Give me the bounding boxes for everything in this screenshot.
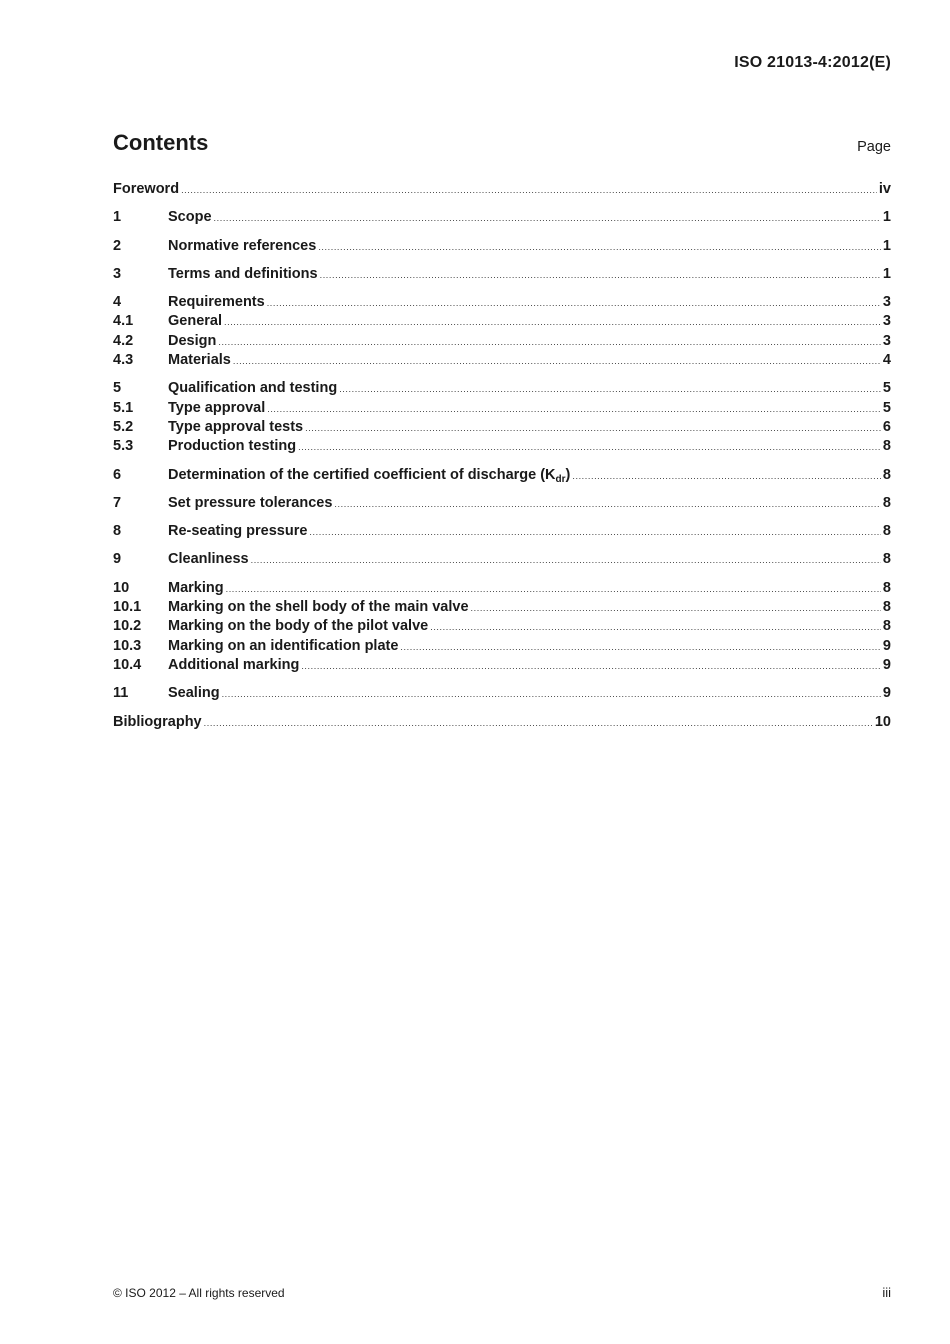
- toc-entry-page: 3: [882, 294, 891, 311]
- toc-entry-title: Marking on an identification plate: [168, 637, 399, 654]
- toc-entry-number: 5: [113, 380, 122, 397]
- toc-entry-page: 8: [882, 579, 891, 596]
- toc-entry[interactable]: [113, 208, 891, 227]
- toc-entry-title: Marking: [168, 579, 224, 596]
- toc-entry-number: 10.4: [113, 656, 142, 673]
- dot-leader: [218, 333, 881, 352]
- toc-entry-number: 11: [113, 685, 129, 702]
- toc-entry[interactable]: [113, 332, 891, 351]
- toc-entry-page: 3: [882, 313, 891, 330]
- toc-entry-title: Design: [168, 332, 217, 349]
- toc-entry-title: Re-seating pressure: [168, 523, 308, 540]
- toc-entry-number: 9: [113, 551, 122, 568]
- toc-entry-title: General: [168, 313, 222, 330]
- toc-entry-page: 9: [882, 685, 891, 702]
- toc-entry-page: 3: [882, 332, 891, 349]
- dot-leader: [430, 618, 881, 637]
- toc-entry-title: Foreword: [113, 181, 180, 197]
- toc-entry-number: 4.1: [113, 313, 134, 330]
- toc-entry-title: Marking on the body of the pilot valve: [168, 618, 429, 635]
- toc-entry-page: 1: [882, 265, 891, 282]
- dot-leader: [320, 266, 881, 285]
- dot-leader: [251, 551, 881, 570]
- toc-entry[interactable]: [113, 265, 891, 284]
- toc-entry[interactable]: [113, 494, 891, 513]
- toc-entry-title-subscript: dr: [555, 473, 566, 485]
- dot-leader: [318, 238, 881, 257]
- toc-entry-page: 8: [882, 466, 891, 483]
- toc-entry-page: 5: [882, 380, 891, 397]
- toc-entry-title: Terms and definitions: [168, 265, 318, 282]
- toc-entry-number: 5.3: [113, 438, 134, 455]
- dot-leader: [214, 209, 881, 228]
- toc-entry[interactable]: [113, 379, 891, 398]
- toc-group: [113, 379, 891, 456]
- toc-entry-page: 4: [882, 352, 891, 369]
- toc-entry-number: 2: [113, 237, 122, 254]
- toc-entry-page: 8: [882, 494, 891, 511]
- toc-entry-number: 10.2: [113, 618, 142, 635]
- dot-leader: [222, 685, 881, 704]
- toc-entry[interactable]: [113, 180, 891, 199]
- toc-entry-title: Sealing: [168, 685, 220, 702]
- toc-entry-number: 10.3: [113, 637, 142, 654]
- toc-entry[interactable]: [113, 684, 891, 703]
- dot-leader: [301, 657, 881, 676]
- toc-entry[interactable]: [113, 579, 891, 598]
- toc-entry[interactable]: [113, 437, 891, 456]
- toc-entry-title-end: ): [565, 466, 571, 483]
- toc-group: [113, 579, 891, 675]
- dot-leader: [305, 419, 881, 438]
- toc-entry[interactable]: [113, 293, 891, 312]
- dot-leader: [267, 400, 881, 419]
- toc-entry-page: 8: [882, 599, 891, 616]
- toc-entry-number: 10.1: [113, 599, 142, 616]
- dot-leader: [334, 495, 881, 514]
- page-number: iii: [882, 1285, 891, 1300]
- toc-entry[interactable]: [113, 713, 891, 732]
- toc-entry[interactable]: [113, 399, 891, 418]
- toc-entry[interactable]: [113, 237, 891, 256]
- toc-entry-page: 8: [882, 523, 891, 540]
- dot-leader: [204, 714, 873, 733]
- toc-entry-number: 8: [113, 523, 122, 540]
- dot-leader: [233, 352, 881, 371]
- toc-group: [113, 208, 891, 227]
- toc-entry-title: Bibliography: [113, 713, 202, 730]
- toc-entry-page: 9: [882, 656, 891, 673]
- toc-entry[interactable]: [113, 312, 891, 331]
- dot-leader: [267, 294, 881, 313]
- toc-entry-number: 1: [113, 209, 122, 226]
- toc-entry-title: Additional marking: [168, 656, 300, 673]
- toc-entry[interactable]: [113, 522, 891, 541]
- toc-entry-page: 9: [882, 637, 891, 654]
- toc-entry-title: Production testing: [168, 438, 297, 455]
- toc-entry[interactable]: [113, 637, 891, 656]
- toc-entry-page: 10: [874, 713, 891, 730]
- toc-group: [113, 494, 891, 513]
- toc-entry-title: Requirements: [168, 294, 265, 311]
- toc-group: [113, 550, 891, 569]
- toc-entry-title: Normative references: [168, 237, 317, 254]
- dot-leader: [226, 580, 881, 599]
- toc-group: [113, 466, 891, 485]
- toc-entry-number: 4: [113, 294, 122, 311]
- toc-entry-page: 1: [882, 209, 891, 226]
- table-of-contents: [113, 180, 891, 741]
- toc-entry-title-text: Determination of the certified coefficient of discharge (K: [168, 466, 556, 483]
- toc-group: [113, 265, 891, 284]
- toc-entry-title: Set pressure tolerances: [168, 494, 333, 511]
- dot-leader: [572, 467, 881, 486]
- toc-entry-title: Materials: [168, 352, 231, 369]
- toc-entry[interactable]: [113, 656, 891, 675]
- dot-leader: [181, 181, 877, 200]
- contents-heading: Contents: [113, 130, 209, 155]
- toc-entry-number: 5.1: [113, 399, 134, 416]
- toc-entry-page: 5: [882, 399, 891, 416]
- dot-leader: [298, 438, 881, 457]
- toc-entry[interactable]: [113, 550, 891, 569]
- dot-leader: [339, 380, 881, 399]
- toc-entry-page: iv: [878, 181, 891, 197]
- dot-leader: [471, 599, 881, 618]
- toc-entry-title: Type approval: [168, 399, 266, 416]
- toc-entry[interactable]: [113, 598, 891, 617]
- toc-entry-title: [168, 466, 570, 485]
- toc-entry-page: 8: [882, 618, 891, 635]
- toc-group: [113, 713, 891, 732]
- toc-entry[interactable]: [113, 418, 891, 437]
- toc-entry-title: Marking on the shell body of the main valve: [168, 599, 469, 616]
- toc-entry[interactable]: [113, 351, 891, 370]
- copyright-notice: © ISO 2012 – All rights reserved: [113, 1286, 285, 1300]
- toc-entry-number: 3: [113, 265, 122, 282]
- toc-entry-number: 6: [113, 466, 122, 483]
- page-column-label: Page: [857, 139, 891, 155]
- toc-entry-number: 4.3: [113, 352, 134, 369]
- toc-group: [113, 293, 891, 370]
- toc-entry-page: 6: [882, 418, 891, 435]
- toc-entry[interactable]: [113, 466, 891, 485]
- dot-leader: [224, 313, 881, 332]
- toc-entry-title: Scope: [168, 209, 212, 226]
- document-id: ISO 21013-4:2012(E): [734, 54, 891, 71]
- toc-entry-number: 10: [113, 579, 130, 596]
- toc-group: [113, 684, 891, 703]
- dot-leader: [309, 523, 881, 542]
- toc-group: [113, 237, 891, 256]
- toc-entry-number: 5.2: [113, 418, 134, 435]
- toc-entry-page: 8: [882, 551, 891, 568]
- toc-entry-number: 4.2: [113, 332, 134, 349]
- toc-entry-number: 7: [113, 494, 122, 511]
- toc-group: [113, 522, 891, 541]
- toc-entry-title: Type approval tests: [168, 418, 304, 435]
- toc-entry-page: 8: [882, 438, 891, 455]
- toc-group: [113, 180, 891, 199]
- toc-entry[interactable]: [113, 617, 891, 636]
- toc-entry-title: Cleanliness: [168, 551, 249, 568]
- dot-leader: [400, 638, 881, 657]
- toc-entry-page: 1: [882, 237, 891, 254]
- toc-entry-title: Qualification and testing: [168, 380, 338, 397]
